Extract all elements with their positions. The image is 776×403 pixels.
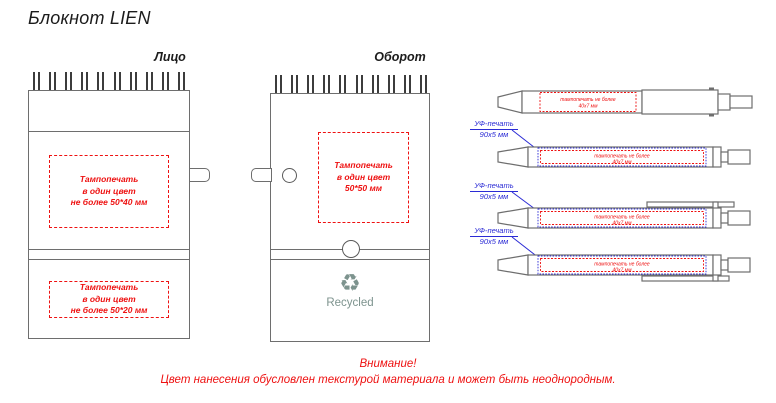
pen-neck [721,260,728,270]
zone-text-line: в один цвет [82,185,136,196]
notepad-front [28,90,190,339]
snap-button [282,168,297,183]
pad-print-text: 40х7 мм [612,159,632,166]
pen-button [728,258,750,272]
uv-label-title: УФ-печать [470,119,518,130]
zone-text-line: Тампопечать [79,174,139,185]
pen-neck [721,213,728,223]
zone-text-line: не более 50*40 мм [70,197,148,208]
zone-text-line: Тампопечать [79,282,139,293]
uv-print-label-1 [470,119,518,140]
pen-2-drawing [496,143,754,173]
uv-label-size: 90х5 мм [479,192,509,202]
pen-tip [498,208,528,228]
notepad-back [270,93,430,342]
warning-text: Цвет нанесения обусловлен текстурой материала и может быть неоднородным. [160,374,616,387]
uv-print-label-2 [470,181,518,202]
uv-label-title: УФ-печать [470,226,518,237]
pen-ring [713,255,721,275]
uv-label-title: УФ-печать [470,181,518,192]
pen-tip [498,255,528,275]
print-zone-front-bottom [49,281,169,318]
pen-ring [713,208,721,228]
zone-text-line: в один цвет [82,293,136,304]
pen-clip [647,202,734,207]
uv-label-size: 90х5 мм [479,130,509,140]
warning-title: Внимание! [359,358,417,370]
band-button [342,240,360,258]
recycled-icon: ♻ [339,270,361,297]
cover-seam-line [29,131,189,132]
pen-ring [713,147,721,167]
pad-print-text: тампопечать не более [560,97,616,103]
pad-print-text: тампопечать не более [594,261,650,268]
zone-text-line: в один цвет [336,171,391,182]
pen-button [728,211,750,225]
pen-3-drawing [496,196,754,234]
zone-text-line: 50*50 мм [344,183,383,194]
pen-button [728,150,750,164]
page-title: Блокнот LIEN [28,8,151,28]
pen-neck [721,152,728,162]
pen-neck [718,94,730,110]
elastic-band-front [29,249,189,260]
print-zone-front-top [49,155,169,228]
front-view-label: Лицо [154,50,186,64]
back-view-label: Оборот [374,50,426,64]
uv-print-label-3 [470,226,518,247]
pad-print-text: тампопечать не более [594,153,650,160]
warning-note [0,356,776,388]
pen-4-drawing [496,251,754,289]
zone-text-line: не более 50*20 мм [70,305,148,316]
print-zone-back [318,132,409,223]
uv-label-size: 90х5 мм [479,237,509,247]
pad-print-text: 40х7 мм [578,103,598,110]
recycled-label: Recycled [326,297,374,309]
pad-print-text: тампопечать не более [594,214,650,221]
pen-notch [709,88,714,91]
pen-grip [642,90,718,114]
pen-loop-front [189,168,210,182]
pen-button [730,96,752,108]
pen-1-drawing [496,86,754,122]
pen-tip [498,147,528,167]
pen-tip [498,91,522,113]
pad-print-text: 40х7 мм [612,220,632,227]
zone-text-line: Тампопечать [334,160,393,171]
pad-print-text: 40х7 мм [612,267,632,274]
pen-loop-back [251,168,272,182]
pen-notch [709,114,714,117]
